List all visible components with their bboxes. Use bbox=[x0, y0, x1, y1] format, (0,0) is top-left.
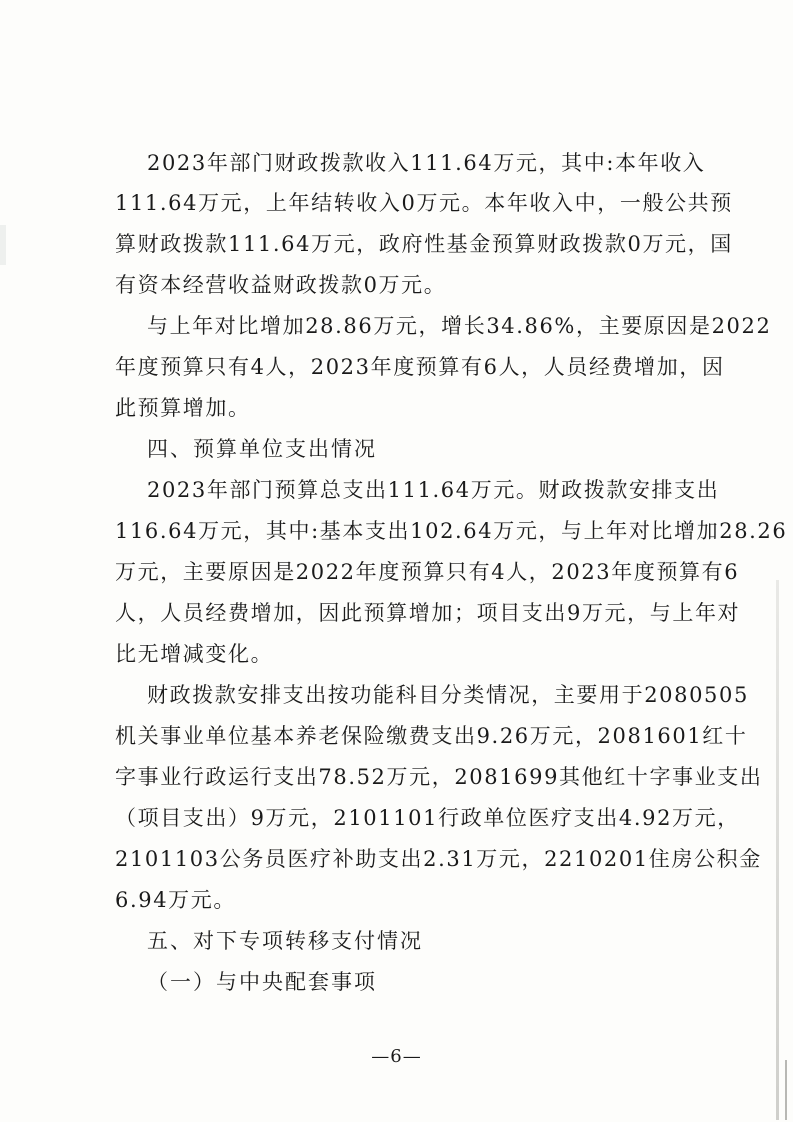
text-line: 与上年对比增加28.86万元，增长34.86%，主要原因是2022 bbox=[147, 314, 772, 338]
text-line: 111.64万元，上年结转收入0万元。本年收入中，一般公共预 bbox=[115, 191, 733, 215]
scan-edge bbox=[776, 580, 779, 1120]
text-line: 财政拨款安排支出按功能科目分类情况，主要用于2080505 bbox=[147, 683, 749, 707]
section-heading: 五、对下专项转移支付情况 bbox=[147, 929, 423, 953]
section-heading: 四、预算单位支出情况 bbox=[147, 437, 377, 461]
text-line: 算财政拨款111.64万元，政府性基金预算财政拨款0万元，国 bbox=[115, 232, 733, 256]
text-line: 机关事业单位基本养老保险缴费支出9.26万元，2081601红十 bbox=[115, 724, 748, 748]
text-line: 有资本经营收益财政拨款0万元。 bbox=[115, 273, 447, 297]
text-line: 万元，主要原因是2022年度预算只有4人，2023年度预算有6 bbox=[115, 560, 740, 584]
text-line: 2023年部门预算总支出111.64万元。财政拨款安排支出 bbox=[147, 478, 720, 502]
text-line: 2023年部门财政拨款收入111.64万元，其中:本年收入 bbox=[147, 151, 706, 175]
scan-edge-shadow bbox=[785, 1060, 787, 1120]
text-line: 年度预算只有4人，2023年度预算有6人，人员经费增加，因 bbox=[115, 355, 725, 379]
text-line: 6.94万元。 bbox=[115, 888, 236, 912]
text-line: 人，人员经费增加，因此预算增加；项目支出9万元，与上年对 bbox=[115, 601, 741, 625]
page-number: —6— bbox=[371, 1046, 422, 1067]
text-line: 2101103公务员医疗补助支出2.31万元，2210201住房公积金 bbox=[115, 847, 762, 871]
text-line: 字事业行政运行支出78.52万元，2081699其他红十字事业支出 bbox=[115, 765, 763, 789]
text-line: （项目支出）9万元，2101101行政单位医疗支出4.92万元， bbox=[115, 806, 740, 830]
text-line: 此预算增加。 bbox=[115, 396, 251, 420]
text-line: 比无增减变化。 bbox=[115, 642, 274, 666]
text-line: 116.64万元，其中:基本支出102.64万元，与上年对比增加28.26 bbox=[115, 519, 788, 543]
section-heading: （一）与中央配套事项 bbox=[147, 970, 377, 994]
scan-artifact bbox=[0, 225, 6, 265]
